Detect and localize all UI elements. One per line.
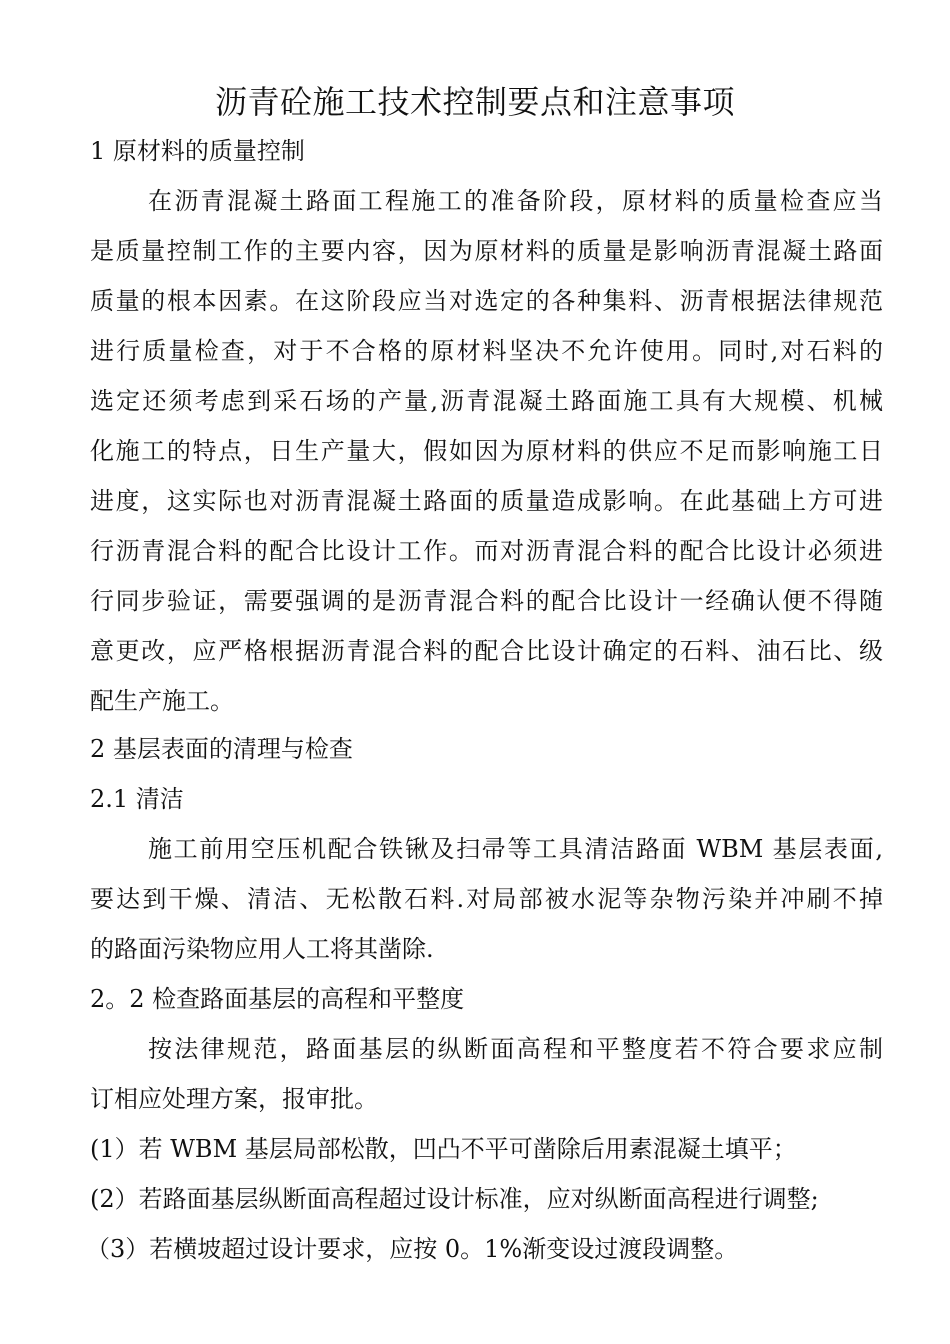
paragraph-line: 配生产施工。	[90, 687, 234, 715]
paragraph-line: 按法律规范，路面基层的纵断面高程和平整度若不符合要求应制	[148, 1035, 883, 1063]
paragraph-line: 进行质量检查，对于不合格的原材料坚决不允许使用。同时,对石料的	[90, 337, 883, 365]
paragraph-line: 是质量控制工作的主要内容，因为原材料的质量是影响沥青混凝土路面	[90, 237, 883, 265]
paragraph-line: 的路面污染物应用人工将其凿除.	[90, 935, 434, 963]
section-heading-2: 2 基层表面的清理与检查	[90, 735, 353, 763]
section-heading-1: 1 原材料的质量控制	[90, 137, 305, 165]
paragraph-line: 施工前用空压机配合铁锹及扫帚等工具清洁路面 WBM 基层表面,	[148, 835, 883, 863]
list-item: (2）若路面基层纵断面高程超过设计标准，应对纵断面高程进行调整;	[90, 1185, 819, 1213]
paragraph-line: 订相应处理方案，报审批。	[90, 1085, 378, 1113]
paragraph-line: 质量的根本因素。在这阶段应当对选定的各种集料、沥青根据法律规范	[90, 287, 883, 315]
paragraph-line: 意更改，应严格根据沥青混合料的配合比设计确定的石料、油石比、级	[90, 637, 883, 665]
document-title: 沥青砼施工技术控制要点和注意事项	[214, 83, 735, 121]
paragraph-line: 行同步验证，需要强调的是沥青混合料的配合比设计一经确认便不得随	[90, 587, 883, 615]
list-item: (1）若 WBM 基层局部松散，凹凸不平可凿除后用素混凝土填平；	[90, 1135, 797, 1163]
list-item: （3）若横坡超过设计要求，应按 0。1%渐变设过渡段调整。	[86, 1235, 739, 1263]
paragraph-line: 要达到干燥、清洁、无松散石料.对局部被水泥等杂物污染并冲刷不掉	[90, 885, 883, 913]
subsection-heading-2-1: 2.1 清洁	[90, 785, 184, 813]
subsection-heading-2-2: 2。2 检查路面基层的高程和平整度	[90, 985, 465, 1013]
paragraph-line: 进度，这实际也对沥青混凝土路面的质量造成影响。在此基础上方可进	[90, 487, 883, 515]
paragraph-line: 在沥青混凝土路面工程施工的准备阶段，原材料的质量检查应当	[148, 187, 883, 215]
paragraph-line: 行沥青混合料的配合比设计工作。而对沥青混合料的配合比设计必须进	[90, 537, 883, 565]
paragraph-line: 选定还须考虑到采石场的产量,沥青混凝土路面施工具有大规模、机械	[90, 387, 883, 415]
paragraph-line: 化施工的特点，日生产量大，假如因为原材料的供应不足而影响施工日	[90, 437, 883, 465]
